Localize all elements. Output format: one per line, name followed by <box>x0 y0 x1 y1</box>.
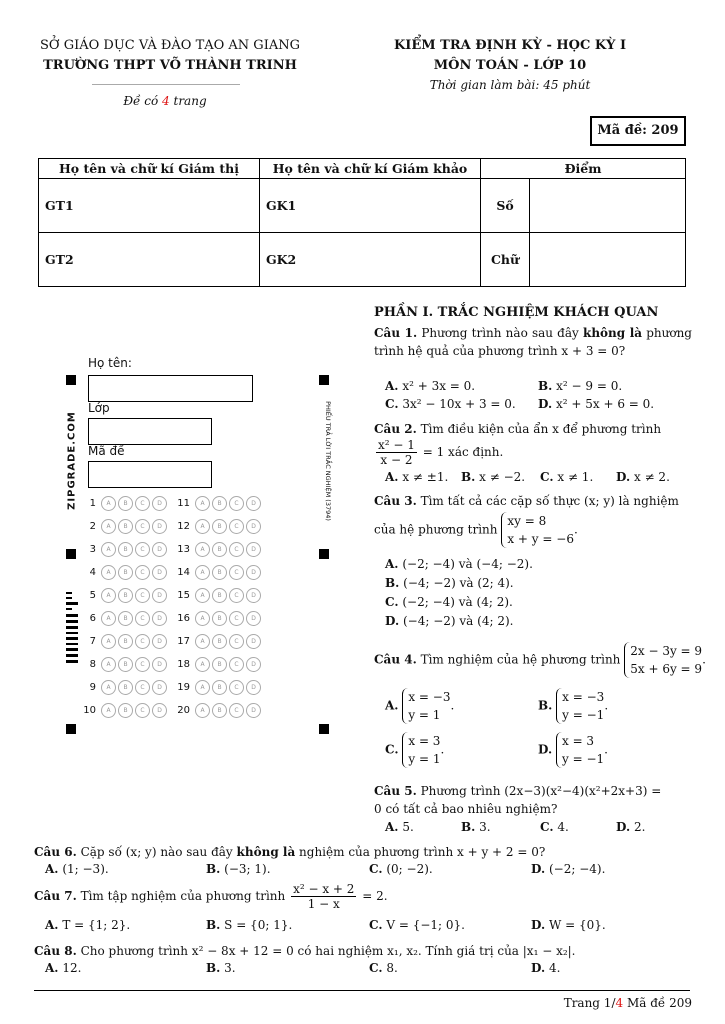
q4-option-a[interactable]: A. x = −3 y = 1. <box>385 690 455 722</box>
answer-row <box>82 611 169 634</box>
code-input[interactable] <box>88 461 212 488</box>
name-input[interactable] <box>88 375 253 402</box>
answer-bubble[interactable]: D <box>246 703 261 718</box>
answer-bubble[interactable]: B <box>212 565 227 580</box>
answer-bubble[interactable]: C <box>135 565 150 580</box>
answer-row <box>176 519 263 542</box>
q2-option-a[interactable]: A. x ≠ ±1. <box>385 470 449 484</box>
answer-bubble[interactable]: B <box>212 496 227 511</box>
bubble-grid-left <box>82 496 169 726</box>
answer-row <box>82 634 169 657</box>
answer-bubble[interactable]: C <box>135 680 150 695</box>
score-words-cell[interactable] <box>530 233 686 287</box>
exam-code-box: Mã đề: 209 <box>590 116 686 146</box>
answer-bubble[interactable]: D <box>246 611 261 626</box>
question-7: Câu 7. Tìm tập nghiệm của phương trình $\frac{\text{x² − x + 2}}{1 - x}$ = 2. <box>34 882 388 911</box>
proctor-1-cell[interactable]: GT1 <box>39 179 260 233</box>
answer-bubble[interactable]: A <box>195 588 210 603</box>
score-number-label: Số <box>481 179 530 233</box>
q2-option-c[interactable]: C. x ≠ 1. <box>540 470 594 484</box>
answer-row <box>176 565 263 588</box>
answer-bubble[interactable]: B <box>118 611 133 626</box>
answer-bubble[interactable]: C <box>229 703 244 718</box>
answer-bubble[interactable]: A <box>195 542 210 557</box>
question-5: Câu 5. Phương trình (2x−3)(x²−4)(x²+2x+3) = 0 có tất cả bao nhiêu nghiệm? <box>374 784 662 816</box>
answer-bubble[interactable]: D <box>152 703 167 718</box>
q1-option-c[interactable]: C. 3x² − 10x + 3 = 0. <box>385 397 516 411</box>
answer-row-number: 4 <box>89 567 96 578</box>
answer-row-number: 18 <box>177 659 190 670</box>
answer-bubble[interactable]: D <box>246 565 261 580</box>
q3-option-c[interactable]: C. (−2; −4) và (4; 2). <box>385 595 513 609</box>
answer-row <box>82 519 169 542</box>
answer-row-number: 20 <box>177 705 190 716</box>
answer-row <box>82 703 169 726</box>
q8-option-b[interactable]: B. 3. <box>206 961 236 975</box>
answer-bubble[interactable]: A <box>101 565 116 580</box>
q8-option-a[interactable]: A. 12. <box>45 961 82 975</box>
bubble-grid-right <box>176 496 263 726</box>
answer-bubble[interactable]: D <box>246 519 261 534</box>
code-label: Mã đề <box>88 444 125 458</box>
q1-option-a[interactable]: A. x² + 3x = 0. <box>385 379 476 393</box>
answer-row-number: 14 <box>177 567 190 578</box>
q7-option-c[interactable]: C. V = {−1; 0}. <box>369 918 465 932</box>
answer-row <box>82 657 169 680</box>
answer-bubble[interactable]: C <box>135 657 150 672</box>
answer-bubble[interactable]: C <box>229 496 244 511</box>
answer-row <box>176 680 263 703</box>
answer-bubble[interactable]: A <box>101 588 116 603</box>
answer-bubble[interactable]: C <box>135 542 150 557</box>
answer-bubble[interactable]: D <box>152 588 167 603</box>
header-divider <box>92 84 240 85</box>
answer-bubble[interactable]: B <box>212 588 227 603</box>
answer-bubble[interactable]: C <box>229 588 244 603</box>
answer-bubble[interactable]: A <box>195 657 210 672</box>
answer-bubble[interactable]: C <box>229 519 244 534</box>
page-count: Đề có 4 trang <box>123 94 207 108</box>
answer-bubble[interactable]: B <box>118 657 133 672</box>
answer-bubble[interactable]: B <box>118 542 133 557</box>
answer-row <box>82 496 169 519</box>
answer-bubble[interactable]: D <box>152 634 167 649</box>
corner-marker <box>66 724 76 734</box>
answer-bubble[interactable]: C <box>229 611 244 626</box>
score-header: Điểm <box>481 159 686 179</box>
answer-bubble[interactable]: D <box>152 542 167 557</box>
answer-bubble[interactable]: A <box>101 657 116 672</box>
corner-marker <box>66 549 76 559</box>
answer-row-number: 10 <box>83 705 96 716</box>
exam-title: KIỂM TRA ĐỊNH KỲ - HỌC KỲ I <box>393 38 627 53</box>
answer-bubble[interactable]: B <box>118 634 133 649</box>
q2-option-b[interactable]: B. x ≠ −2. <box>461 470 526 484</box>
sheet-side-text: PHIẾU TRẢ LỜI TRẮC NGHIỆM (3794) <box>324 401 332 521</box>
answer-row-number: 5 <box>89 590 96 601</box>
answer-bubble[interactable]: C <box>135 703 150 718</box>
answer-bubble[interactable]: A <box>101 542 116 557</box>
corner-marker <box>66 375 76 385</box>
answer-row-number: 12 <box>177 521 190 532</box>
answer-bubble[interactable]: A <box>195 634 210 649</box>
answer-bubble[interactable]: A <box>195 565 210 580</box>
page-footer: Trang 1/4 Mã đề 209 <box>563 996 692 1010</box>
answer-bubble[interactable]: D <box>246 496 261 511</box>
question-8: Câu 8. Cho phương trình x² − 8x + 12 = 0 có hai nghiệm x₁, x₂. Tính giá trị của |x₁ − x₂|. <box>34 944 576 958</box>
q3-option-b[interactable]: B. (−4; −2) và (2; 4). <box>385 576 514 590</box>
answer-row-number: 3 <box>89 544 96 555</box>
answer-bubble[interactable]: A <box>195 519 210 534</box>
answer-row <box>176 588 263 611</box>
corner-marker <box>319 724 329 734</box>
answer-bubble[interactable]: C <box>135 611 150 626</box>
q1-option-d[interactable]: D. x² + 5x + 6 = 0. <box>538 397 655 411</box>
answer-bubble[interactable]: C <box>229 634 244 649</box>
answer-bubble[interactable]: A <box>195 680 210 695</box>
section-title: PHẦN I. TRẮC NGHIỆM KHÁCH QUAN <box>374 305 659 320</box>
score-words-label: Chữ <box>481 233 530 287</box>
answer-bubble[interactable]: C <box>135 519 150 534</box>
q5-option-a[interactable]: A. 5. <box>385 820 414 834</box>
answer-bubble[interactable]: D <box>152 611 167 626</box>
answer-row-number: 6 <box>89 613 96 624</box>
brand-label: ZIPGRADE.COM <box>66 411 78 510</box>
answer-row-number: 15 <box>177 590 190 601</box>
answer-bubble[interactable]: D <box>246 657 261 672</box>
answer-bubble[interactable]: D <box>152 519 167 534</box>
subject-title: MÔN TOÁN - LỚP 10 <box>433 58 587 73</box>
answer-bubble[interactable]: A <box>101 703 116 718</box>
score-number-cell[interactable] <box>530 179 686 233</box>
q6-option-d[interactable]: D. (−2; −4). <box>531 862 606 876</box>
answer-bubble[interactable]: A <box>101 634 116 649</box>
class-label: Lớp <box>88 401 110 415</box>
proctor-header: Họ tên và chữ kí Giám thị <box>39 159 260 179</box>
answer-bubble[interactable]: A <box>195 496 210 511</box>
answer-row <box>82 588 169 611</box>
q4-option-c[interactable]: C. x = 3 y = 1. <box>385 734 445 766</box>
question-1: Câu 1. Phương trình nào sau đây không là phương trình hệ quả của phương trình x + 3 = 0? <box>374 326 692 358</box>
footer-rule <box>34 990 690 991</box>
class-input[interactable] <box>88 418 212 445</box>
q4-option-b[interactable]: B. x = −3 y = −1. <box>538 690 609 722</box>
answer-bubble[interactable]: D <box>152 496 167 511</box>
q2-option-d[interactable]: D. x ≠ 2. <box>616 470 670 484</box>
q3-option-a[interactable]: A. (−2; −4) và (−4; −2). <box>385 557 533 571</box>
q6-option-a[interactable]: A. (1; −3). <box>45 862 109 876</box>
answer-row-number: 16 <box>177 613 190 624</box>
answer-bubble[interactable]: C <box>135 496 150 511</box>
answer-bubble[interactable]: B <box>118 565 133 580</box>
answer-bubble[interactable]: B <box>212 542 227 557</box>
examiner-header: Họ tên và chữ kí Giám khảo <box>260 159 481 179</box>
q5-option-c[interactable]: C. 4. <box>540 820 569 834</box>
q5-option-d[interactable]: D. 2. <box>616 820 646 834</box>
answer-bubble[interactable]: B <box>212 611 227 626</box>
question-3: Câu 3. Tìm tất cả các cặp số thực (x; y) là nghiệm <box>374 494 679 508</box>
answer-bubble[interactable]: B <box>212 519 227 534</box>
answer-bubble[interactable]: B <box>118 496 133 511</box>
answer-bubble[interactable]: C <box>229 542 244 557</box>
q2-fraction: $\frac{\text{x² − 1}}{x - 2}$ <box>378 438 415 467</box>
answer-bubble[interactable]: A <box>195 703 210 718</box>
answer-bubble[interactable]: B <box>118 680 133 695</box>
answer-bubble[interactable]: C <box>135 588 150 603</box>
answer-bubble[interactable]: B <box>212 657 227 672</box>
answer-row <box>176 657 263 680</box>
answer-bubble[interactable]: A <box>101 496 116 511</box>
question-4: Câu 4. Tìm nghiệm của hệ phương trình 2x − 3y = 9 5x + 6y = 9. <box>374 644 706 676</box>
answer-row-number: 13 <box>177 544 190 555</box>
q5-option-b[interactable]: B. 3. <box>461 820 491 834</box>
answer-bubble[interactable]: C <box>229 680 244 695</box>
answer-row <box>176 634 263 657</box>
examiner-1-cell[interactable]: GK1 <box>260 179 481 233</box>
answer-row <box>82 542 169 565</box>
answer-bubble[interactable]: B <box>118 588 133 603</box>
examiner-2-cell[interactable]: GK2 <box>260 233 481 287</box>
answer-row-number: 9 <box>89 682 96 693</box>
answer-row <box>176 496 263 519</box>
q6-option-c[interactable]: C. (0; −2). <box>369 862 433 876</box>
department-name: SỞ GIÁO DỤC VÀ ĐÀO TẠO AN GIANG <box>40 38 300 53</box>
answer-row-number: 8 <box>89 659 96 670</box>
answer-bubble[interactable]: D <box>152 657 167 672</box>
answer-bubble[interactable]: C <box>229 657 244 672</box>
answer-bubble[interactable]: B <box>118 519 133 534</box>
answer-bubble[interactable]: C <box>229 565 244 580</box>
question-2: Câu 2. Tìm điều kiện của ẩn x để phương trình $\frac{\text{x² − 1}}{x - 2}$ = 1 xác định. <box>374 422 662 467</box>
q7-option-b[interactable]: B. S = {0; 1}. <box>206 918 293 932</box>
answer-bubble[interactable]: A <box>101 680 116 695</box>
q6-option-b[interactable]: B. (−3; 1). <box>206 862 271 876</box>
answer-row <box>82 680 169 703</box>
answer-row <box>82 565 169 588</box>
name-label: Họ tên: <box>88 356 132 370</box>
answer-bubble[interactable]: B <box>212 680 227 695</box>
barcode-icon <box>66 592 78 663</box>
grading-table <box>38 158 686 287</box>
answer-bubble[interactable]: A <box>101 519 116 534</box>
answer-row <box>176 703 263 726</box>
answer-bubble[interactable]: D <box>152 680 167 695</box>
answer-bubble[interactable]: D <box>246 634 261 649</box>
q7-option-a[interactable]: A. T = {1; 2}. <box>45 918 131 932</box>
answer-row-number: 17 <box>177 636 190 647</box>
answer-bubble[interactable]: B <box>212 634 227 649</box>
q7-fraction: $\frac{\text{x² − x + 2}}{1 - x}$ <box>293 882 355 911</box>
q7-option-d[interactable]: D. W = {0}. <box>531 918 606 932</box>
answer-row-number: 7 <box>89 636 96 647</box>
school-name: TRƯỜNG THPT VÕ THÀNH TRINH <box>43 58 297 73</box>
q4-option-d[interactable]: D. x = 3 y = −1. <box>538 734 608 766</box>
answer-row-number: 19 <box>177 682 190 693</box>
answer-row-number: 2 <box>89 521 96 532</box>
q8-option-d[interactable]: D. 4. <box>531 961 561 975</box>
answer-row-number: 11 <box>177 498 190 509</box>
answer-bubble[interactable]: C <box>135 634 150 649</box>
answer-row <box>176 611 263 634</box>
q1-option-b[interactable]: B. x² − 9 = 0. <box>538 379 623 393</box>
answer-bubble[interactable]: D <box>152 565 167 580</box>
exam-duration: Thời gian làm bài: 45 phút <box>429 78 591 92</box>
answer-bubble[interactable]: B <box>118 703 133 718</box>
answer-bubble[interactable]: D <box>246 588 261 603</box>
question-3-system: của hệ phương trình xy = 8 x + y = −6. <box>374 514 578 546</box>
answer-bubble[interactable]: A <box>101 611 116 626</box>
answer-row-number: 1 <box>89 498 96 509</box>
answer-bubble[interactable]: D <box>246 680 261 695</box>
answer-row <box>176 542 263 565</box>
answer-bubble[interactable]: A <box>195 611 210 626</box>
q3-option-d[interactable]: D. (−4; −2) và (4; 2). <box>385 614 514 628</box>
answer-bubble[interactable]: B <box>212 703 227 718</box>
question-6: Câu 6. Cặp số (x; y) nào sau đây không là nghiệm của phương trình x + y + 2 = 0? <box>34 845 546 859</box>
q8-option-c[interactable]: C. 8. <box>369 961 398 975</box>
proctor-2-cell[interactable]: GT2 <box>39 233 260 287</box>
answer-bubble[interactable]: D <box>246 542 261 557</box>
